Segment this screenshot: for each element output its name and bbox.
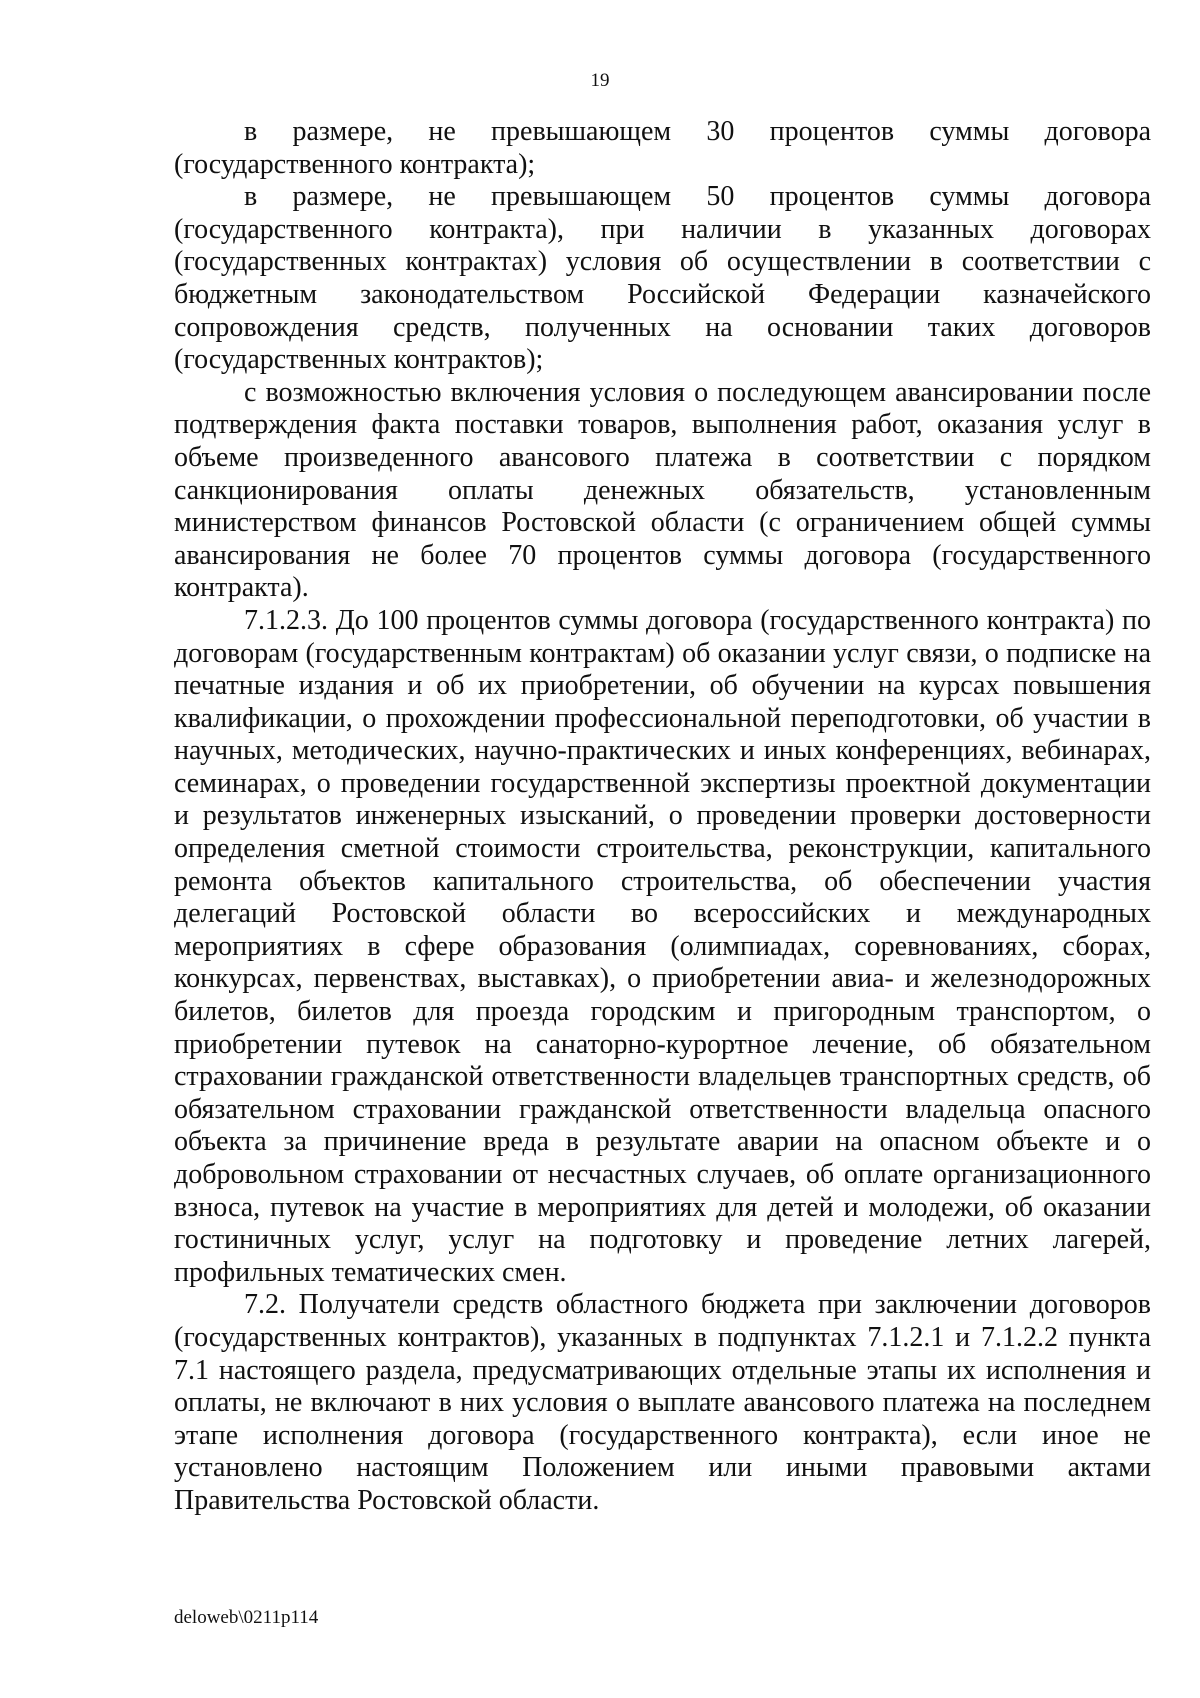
document-body <box>174 116 1151 1518</box>
page-number: 19 <box>590 70 610 91</box>
paragraph-subsequent-advance: с возможностью включения условия о последующем авансировании после подтверждения факта поставки товаров, выполнения работ, оказания услуг в объеме произведенного авансового платежа в соответствии с порядком санкционирования оплаты денежных обязательств, установленным министерством финансов Ростовской области (с ограничением общей суммы авансирования не более 70 процентов суммы договора (государственного контракта). <box>174 376 1151 604</box>
document-footer-code: deloweb\0211p114 <box>174 1607 319 1628</box>
paragraph-7-1-2-3: 7.1.2.3. До 100 процентов суммы договора (государственного контракта) по договорам (государственным контрактам) об оказании услуг связи, о подписке на печатные издания и об их приобретении, об обучении на курсах повышения квалификации, о прохождении профессиональной переподготовки, об участии в научных, методических, научно-практических и иных конференциях, вебинарах, семинарах, о проведении государственной экспертизы проектной документации и результатов инженерных изысканий, о проведении проверки достоверности определения сметной стоимости строительства, реконструкции, капитального ремонта объектов капитального строительства, об обеспечении участия делегаций Ростовской области во всероссийских и международных мероприятиях в сфере образования (олимпиадах, соревнованиях, сборах, конкурсах, первенствах, выставках), о приобретении авиа- и железнодорожных билетов, билетов для проезда городским и пригородным транспортом, о приобретении путевок на санаторно-курортное лечение, об обязательном страховании гражданской ответственности владельцев транспортных средств, об обязательном страховании гражданской ответственности владельца опасного объекта за причинение вреда в результате аварии на опасном объекте и о добровольном страховании от несчастных случаев, об оплате организационного взноса, путевок на участие в мероприятиях для детей и молодежи, об оказании гостиничных услуг, услуг на подготовку и проведение летних лагерей, профильных тематических смен. <box>174 604 1151 1288</box>
paragraph-7-2: 7.2. Получатели средств областного бюджета при заключении договоров (государственных контрактов), указанных в подпунктах 7.1.2.1 и 7.1.2.2 пункта 7.1 настоящего раздела, предусматривающих отдельные этапы их исполнения и оплаты, не включают в них условия о выплате авансового платежа на последнем этапе исполнения договора (государственного контракта), если иное не установлено настоящим Положением или иными правовыми актами Правительства Ростовской области. <box>174 1289 1151 1516</box>
paragraph-advance-30: в размере, не превышающем 30 процентов суммы договора (государственного контракта); <box>174 116 1151 180</box>
paragraph-advance-50: в размере, не превышающем 50 процентов суммы договора (государственного контракта), при наличии в указанных договорах (государственных контрактах) условия об осуществлении в соответствии с бюджетным законодательством Российской Федерации казначейского сопровождения средств, полученных на основании таких договоров (государственных контрактов); <box>174 181 1151 376</box>
